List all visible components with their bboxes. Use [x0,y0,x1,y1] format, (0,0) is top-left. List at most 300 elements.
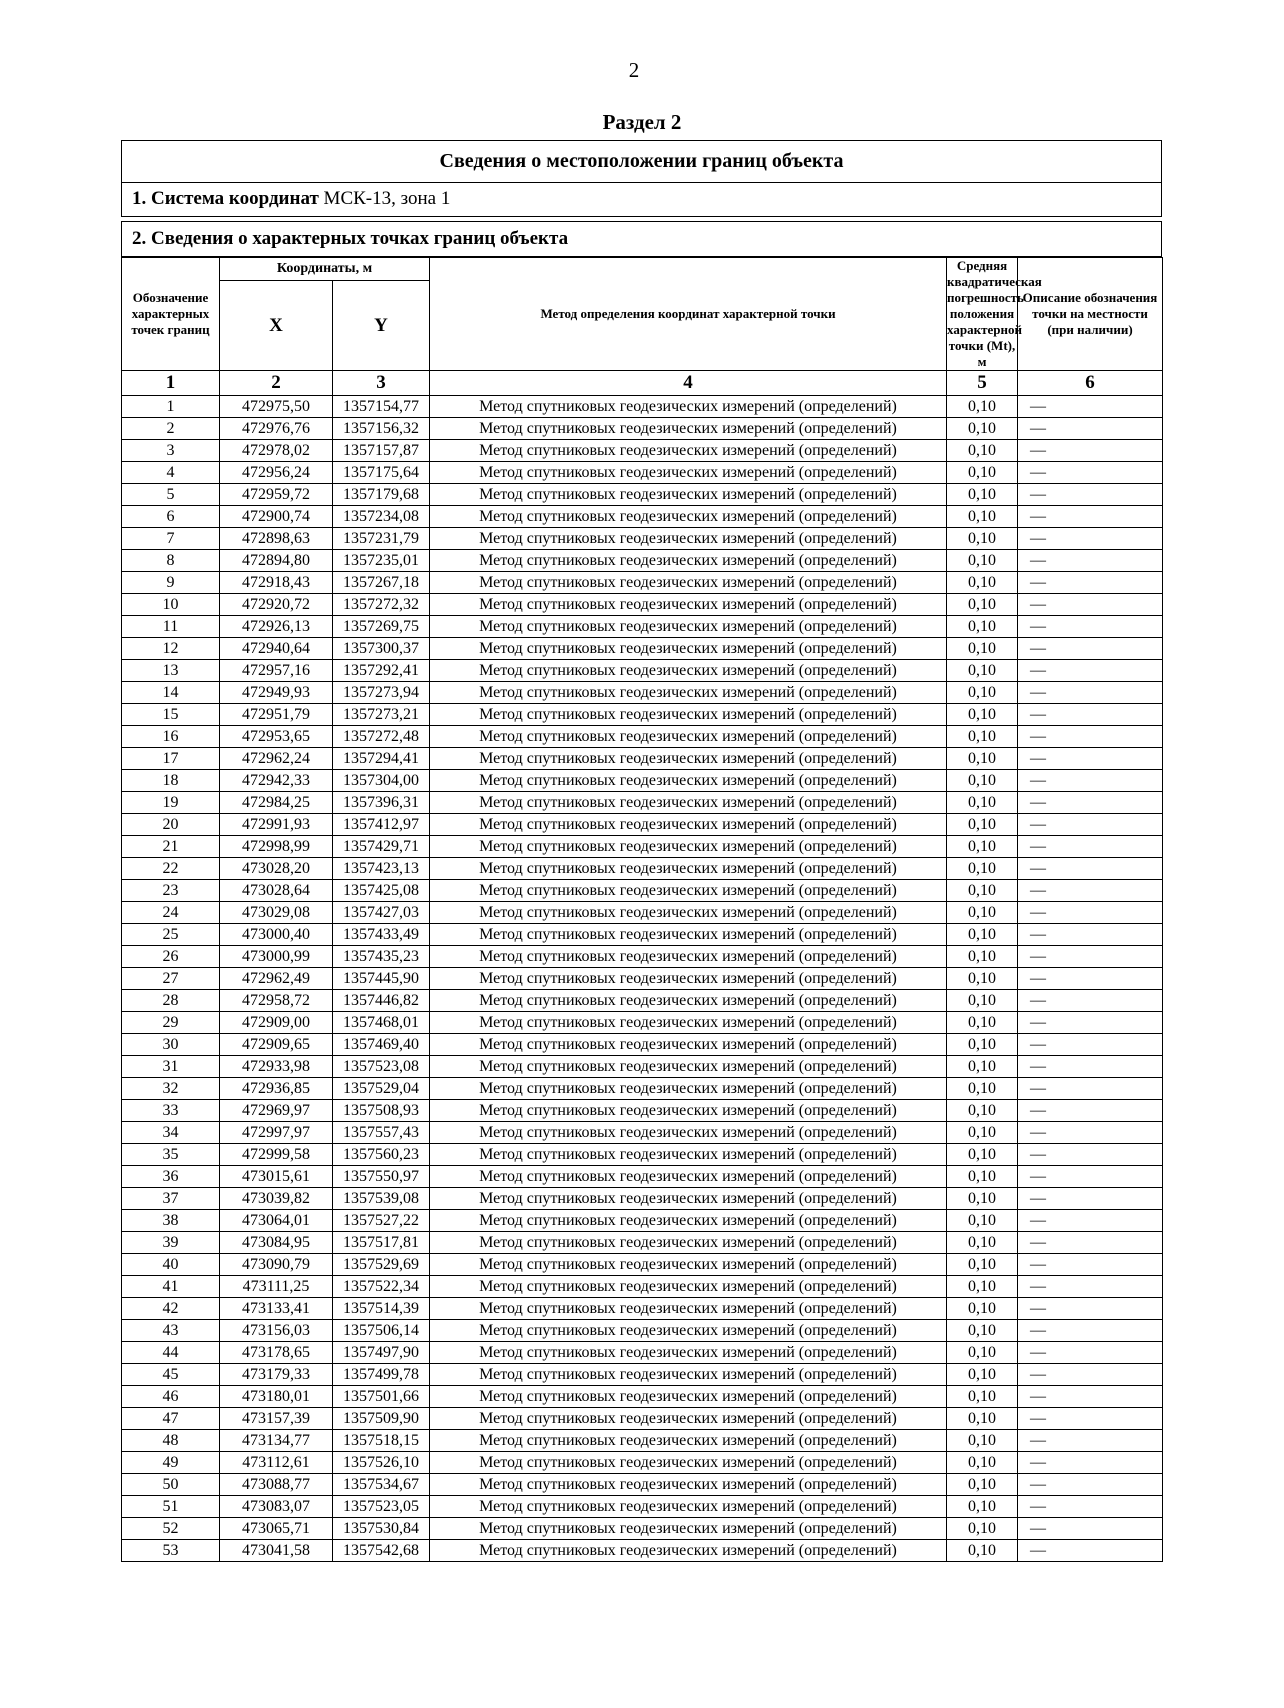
point-number: 31 [122,1056,220,1078]
table-row [122,616,1163,638]
point-description: — [1018,1078,1163,1100]
point-accuracy: 0,10 [947,990,1018,1012]
point-number: 26 [122,946,220,968]
table-row [122,1342,1163,1364]
point-accuracy: 0,10 [947,1496,1018,1518]
point-description: — [1018,1408,1163,1430]
point-number: 53 [122,1540,220,1562]
table-row [122,1298,1163,1320]
header-method: Метод определения координат характерной точки [430,258,947,371]
point-description: — [1018,1342,1163,1364]
point-number: 35 [122,1144,220,1166]
point-accuracy: 0,10 [947,418,1018,440]
table-row [122,572,1163,594]
column-number: 4 [430,371,947,396]
point-number: 39 [122,1232,220,1254]
point-description: — [1018,1166,1163,1188]
point-x: 473156,03 [220,1320,333,1342]
point-description: — [1018,1474,1163,1496]
point-y: 1357506,14 [333,1320,430,1342]
point-description: — [1018,1254,1163,1276]
point-accuracy: 0,10 [947,1034,1018,1056]
point-method: Метод спутниковых геодезических измерений (определений) [430,1320,947,1342]
point-y: 1357523,08 [333,1056,430,1078]
point-y: 1357267,18 [333,572,430,594]
point-method: Метод спутниковых геодезических измерений (определений) [430,1232,947,1254]
table-row [122,1320,1163,1342]
point-accuracy: 0,10 [947,880,1018,902]
table-row [122,528,1163,550]
point-accuracy: 0,10 [947,946,1018,968]
point-number: 37 [122,1188,220,1210]
header-description: Описание обозначения точки на местности (при наличии) [1018,258,1163,371]
point-accuracy: 0,10 [947,484,1018,506]
point-description: — [1018,836,1163,858]
point-accuracy: 0,10 [947,858,1018,880]
point-number: 42 [122,1298,220,1320]
point-description: — [1018,682,1163,704]
point-y: 1357429,71 [333,836,430,858]
point-x: 472909,00 [220,1012,333,1034]
point-number: 24 [122,902,220,924]
point-x: 472942,33 [220,770,333,792]
point-x: 472898,63 [220,528,333,550]
point-method: Метод спутниковых геодезических измерений (определений) [430,1518,947,1540]
table-row [122,1034,1163,1056]
point-method: Метод спутниковых геодезических измерений (определений) [430,1210,947,1232]
point-x: 473015,61 [220,1166,333,1188]
table-row [122,704,1163,726]
table-row [122,1100,1163,1122]
point-method: Метод спутниковых геодезических измерений (определений) [430,1276,947,1298]
point-y: 1357557,43 [333,1122,430,1144]
table-row [122,1364,1163,1386]
point-method: Метод спутниковых геодезических измерений (определений) [430,1188,947,1210]
point-number: 46 [122,1386,220,1408]
point-y: 1357235,01 [333,550,430,572]
point-y: 1357509,90 [333,1408,430,1430]
table-row [122,1254,1163,1276]
point-accuracy: 0,10 [947,1144,1018,1166]
point-accuracy: 0,10 [947,1056,1018,1078]
point-method: Метод спутниковых геодезических измерений (определений) [430,858,947,880]
table-row [122,880,1163,902]
point-description: — [1018,594,1163,616]
point-x: 472998,99 [220,836,333,858]
point-description: — [1018,484,1163,506]
point-method: Метод спутниковых геодезических измерений (определений) [430,1012,947,1034]
point-accuracy: 0,10 [947,924,1018,946]
point-y: 1357273,21 [333,704,430,726]
point-accuracy: 0,10 [947,660,1018,682]
point-description: — [1018,418,1163,440]
points-section-title: 2. Сведения о характерных точках границ объекта [121,221,1162,257]
coordinates-table-body [122,396,1163,1562]
point-x: 472920,72 [220,594,333,616]
point-number: 12 [122,638,220,660]
table-row [122,836,1163,858]
point-x: 473112,61 [220,1452,333,1474]
point-y: 1357272,32 [333,594,430,616]
point-description: — [1018,858,1163,880]
table-row [122,792,1163,814]
point-number: 3 [122,440,220,462]
point-x: 473041,58 [220,1540,333,1562]
header-y: Y [333,281,430,371]
point-number: 27 [122,968,220,990]
point-method: Метод спутниковых геодезических измерений (определений) [430,1342,947,1364]
table-row [122,1012,1163,1034]
point-y: 1357304,00 [333,770,430,792]
point-x: 472936,85 [220,1078,333,1100]
point-description: — [1018,1518,1163,1540]
point-x: 472953,65 [220,726,333,748]
point-accuracy: 0,10 [947,748,1018,770]
point-y: 1357292,41 [333,660,430,682]
point-y: 1357300,37 [333,638,430,660]
point-number: 1 [122,396,220,418]
table-row [122,462,1163,484]
header-x: X [220,281,333,371]
point-x: 472956,24 [220,462,333,484]
point-number: 34 [122,1122,220,1144]
section-title: Раздел 2 [602,110,682,134]
point-y: 1357523,05 [333,1496,430,1518]
point-accuracy: 0,10 [947,682,1018,704]
point-accuracy: 0,10 [947,1342,1018,1364]
point-method: Метод спутниковых геодезических измерений (определений) [430,792,947,814]
point-y: 1357468,01 [333,1012,430,1034]
table-row [122,1408,1163,1430]
table-row [122,550,1163,572]
point-method: Метод спутниковых геодезических измерений (определений) [430,572,947,594]
point-x: 473028,64 [220,880,333,902]
point-x: 473083,07 [220,1496,333,1518]
point-description: — [1018,902,1163,924]
table-row [122,1210,1163,1232]
point-number: 21 [122,836,220,858]
header-designation: Обозначение характерных точек границ [122,258,220,371]
table-row [122,1056,1163,1078]
point-method: Метод спутниковых геодезических измерений (определений) [430,682,947,704]
point-method: Метод спутниковых геодезических измерений (определений) [430,484,947,506]
point-accuracy: 0,10 [947,462,1018,484]
point-accuracy: 0,10 [947,550,1018,572]
point-x: 472962,24 [220,748,333,770]
point-description: — [1018,1298,1163,1320]
point-x: 473157,39 [220,1408,333,1430]
table-row [122,1518,1163,1540]
point-number: 9 [122,572,220,594]
point-accuracy: 0,10 [947,1320,1018,1342]
point-accuracy: 0,10 [947,528,1018,550]
table-row [122,1232,1163,1254]
point-x: 473180,01 [220,1386,333,1408]
point-description: — [1018,1210,1163,1232]
point-number: 43 [122,1320,220,1342]
point-number: 52 [122,1518,220,1540]
point-method: Метод спутниковых геодезических измерений (определений) [430,748,947,770]
column-number: 1 [122,371,220,396]
point-accuracy: 0,10 [947,572,1018,594]
header-accuracy: Средняя квадратическая погрешность положения характерной точки (Mt), м [947,258,1042,369]
point-method: Метод спутниковых геодезических измерений (определений) [430,528,947,550]
point-x: 472997,97 [220,1122,333,1144]
point-x: 473111,25 [220,1276,333,1298]
column-number: 3 [333,371,430,396]
point-y: 1357294,41 [333,748,430,770]
point-method: Метод спутниковых геодезических измерений (определений) [430,1034,947,1056]
table-row [122,1144,1163,1166]
point-description: — [1018,880,1163,902]
point-description: — [1018,1430,1163,1452]
point-number: 20 [122,814,220,836]
point-y: 1357175,64 [333,462,430,484]
point-x: 473084,95 [220,1232,333,1254]
point-number: 25 [122,924,220,946]
point-number: 4 [122,462,220,484]
point-description: — [1018,1232,1163,1254]
table-row [122,770,1163,792]
point-method: Метод спутниковых геодезических измерений (определений) [430,946,947,968]
point-y: 1357527,22 [333,1210,430,1232]
point-x: 472962,49 [220,968,333,990]
point-x: 473039,82 [220,1188,333,1210]
point-method: Метод спутниковых геодезических измерений (определений) [430,616,947,638]
point-y: 1357423,13 [333,858,430,880]
point-accuracy: 0,10 [947,814,1018,836]
point-y: 1357425,08 [333,880,430,902]
point-number: 7 [122,528,220,550]
header-coordinates: Координаты, м [220,258,430,281]
point-y: 1357231,79 [333,528,430,550]
table-row [122,902,1163,924]
point-x: 472926,13 [220,616,333,638]
point-y: 1357517,81 [333,1232,430,1254]
table-row [122,1540,1163,1562]
point-y: 1357499,78 [333,1364,430,1386]
point-x: 472991,93 [220,814,333,836]
point-description: — [1018,1034,1163,1056]
point-description: — [1018,1540,1163,1562]
column-number: 5 [947,371,1018,396]
table-row [122,858,1163,880]
point-description: — [1018,792,1163,814]
point-x: 472978,02 [220,440,333,462]
table-row [122,990,1163,1012]
point-accuracy: 0,10 [947,770,1018,792]
point-x: 473133,41 [220,1298,333,1320]
point-number: 8 [122,550,220,572]
table-row [122,638,1163,660]
point-accuracy: 0,10 [947,440,1018,462]
point-y: 1357508,93 [333,1100,430,1122]
point-method: Метод спутниковых геодезических измерений (определений) [430,1056,947,1078]
point-x: 472975,50 [220,396,333,418]
point-method: Метод спутниковых геодезических измерений (определений) [430,1452,947,1474]
point-number: 6 [122,506,220,528]
table-row [122,946,1163,968]
point-number: 19 [122,792,220,814]
point-x: 472909,65 [220,1034,333,1056]
point-method: Метод спутниковых геодезических измерений (определений) [430,506,947,528]
point-number: 50 [122,1474,220,1496]
point-description: — [1018,550,1163,572]
point-method: Метод спутниковых геодезических измерений (определений) [430,1144,947,1166]
point-y: 1357522,34 [333,1276,430,1298]
point-method: Метод спутниковых геодезических измерений (определений) [430,1540,947,1562]
table-row [122,814,1163,836]
point-description: — [1018,1100,1163,1122]
table-row [122,748,1163,770]
table-row [122,440,1163,462]
point-accuracy: 0,10 [947,594,1018,616]
page-number: 2 [628,58,640,82]
coordinate-system-value: МСК-13, зона 1 [323,188,451,209]
point-accuracy: 0,10 [947,726,1018,748]
point-x: 472918,43 [220,572,333,594]
point-accuracy: 0,10 [947,1364,1018,1386]
coordinate-system-line [121,183,1162,217]
point-accuracy: 0,10 [947,1122,1018,1144]
point-method: Метод спутниковых геодезических измерений (определений) [430,924,947,946]
point-method: Метод спутниковых геодезических измерений (определений) [430,638,947,660]
point-number: 44 [122,1342,220,1364]
point-number: 23 [122,880,220,902]
table-row [122,396,1163,418]
object-boundaries-header: Сведения о местоположении границ объекта [121,140,1162,183]
point-method: Метод спутниковых геодезических измерений (определений) [430,814,947,836]
point-method: Метод спутниковых геодезических измерений (определений) [430,660,947,682]
point-y: 1357560,23 [333,1144,430,1166]
point-number: 15 [122,704,220,726]
point-accuracy: 0,10 [947,968,1018,990]
point-x: 472894,80 [220,550,333,572]
point-y: 1357273,94 [333,682,430,704]
table-row [122,1430,1163,1452]
point-description: — [1018,1364,1163,1386]
point-accuracy: 0,10 [947,1452,1018,1474]
point-method: Метод спутниковых геодезических измерений (определений) [430,1496,947,1518]
point-description: — [1018,572,1163,594]
point-number: 33 [122,1100,220,1122]
point-description: — [1018,1122,1163,1144]
table-row [122,1188,1163,1210]
point-accuracy: 0,10 [947,1276,1018,1298]
point-description: — [1018,1496,1163,1518]
point-description: — [1018,616,1163,638]
point-y: 1357534,67 [333,1474,430,1496]
point-y: 1357396,31 [333,792,430,814]
point-number: 45 [122,1364,220,1386]
point-description: — [1018,1276,1163,1298]
point-accuracy: 0,10 [947,704,1018,726]
point-accuracy: 0,10 [947,1012,1018,1034]
point-y: 1357234,08 [333,506,430,528]
point-number: 29 [122,1012,220,1034]
point-method: Метод спутниковых геодезических измерений (определений) [430,1254,947,1276]
point-accuracy: 0,10 [947,1430,1018,1452]
point-description: — [1018,396,1163,418]
point-accuracy: 0,10 [947,1540,1018,1562]
point-x: 472940,64 [220,638,333,660]
point-method: Метод спутниковых геодезических измерений (определений) [430,704,947,726]
table-row [122,924,1163,946]
point-number: 32 [122,1078,220,1100]
point-description: — [1018,924,1163,946]
point-method: Метод спутниковых геодезических измерений (определений) [430,418,947,440]
point-method: Метод спутниковых геодезических измерений (определений) [430,594,947,616]
point-y: 1357539,08 [333,1188,430,1210]
point-number: 13 [122,660,220,682]
point-description: — [1018,1452,1163,1474]
point-method: Метод спутниковых геодезических измерений (определений) [430,1298,947,1320]
point-method: Метод спутниковых геодезических измерений (определений) [430,836,947,858]
point-description: — [1018,440,1163,462]
point-description: — [1018,1386,1163,1408]
table-row [122,1496,1163,1518]
point-y: 1357514,39 [333,1298,430,1320]
point-y: 1357446,82 [333,990,430,1012]
point-x: 473000,99 [220,946,333,968]
point-y: 1357269,75 [333,616,430,638]
point-description: — [1018,770,1163,792]
point-accuracy: 0,10 [947,1386,1018,1408]
point-number: 38 [122,1210,220,1232]
point-number: 5 [122,484,220,506]
point-x: 472999,58 [220,1144,333,1166]
point-y: 1357550,97 [333,1166,430,1188]
point-accuracy: 0,10 [947,1518,1018,1540]
column-numbers-row [122,371,1163,396]
point-description: — [1018,1144,1163,1166]
table-row [122,726,1163,748]
table-row [122,594,1163,616]
point-method: Метод спутниковых геодезических измерений (определений) [430,990,947,1012]
point-x: 472958,72 [220,990,333,1012]
point-y: 1357154,77 [333,396,430,418]
table-row [122,1386,1163,1408]
coordinate-system-label: 1. Система координат [132,188,319,209]
point-x: 472976,76 [220,418,333,440]
point-accuracy: 0,10 [947,1166,1018,1188]
point-y: 1357469,40 [333,1034,430,1056]
point-number: 10 [122,594,220,616]
point-number: 28 [122,990,220,1012]
point-description: — [1018,660,1163,682]
point-number: 2 [122,418,220,440]
point-accuracy: 0,10 [947,506,1018,528]
point-description: — [1018,1056,1163,1078]
point-description: — [1018,814,1163,836]
point-x: 473179,33 [220,1364,333,1386]
point-method: Метод спутниковых геодезических измерений (определений) [430,726,947,748]
point-number: 17 [122,748,220,770]
coordinates-table [121,257,1163,1562]
point-y: 1357427,03 [333,902,430,924]
point-number: 41 [122,1276,220,1298]
table-row [122,1166,1163,1188]
point-x: 472959,72 [220,484,333,506]
point-y: 1357156,32 [333,418,430,440]
point-x: 472951,79 [220,704,333,726]
table-row [122,1474,1163,1496]
point-y: 1357179,68 [333,484,430,506]
point-number: 51 [122,1496,220,1518]
point-y: 1357435,23 [333,946,430,968]
point-x: 472957,16 [220,660,333,682]
point-x: 473090,79 [220,1254,333,1276]
